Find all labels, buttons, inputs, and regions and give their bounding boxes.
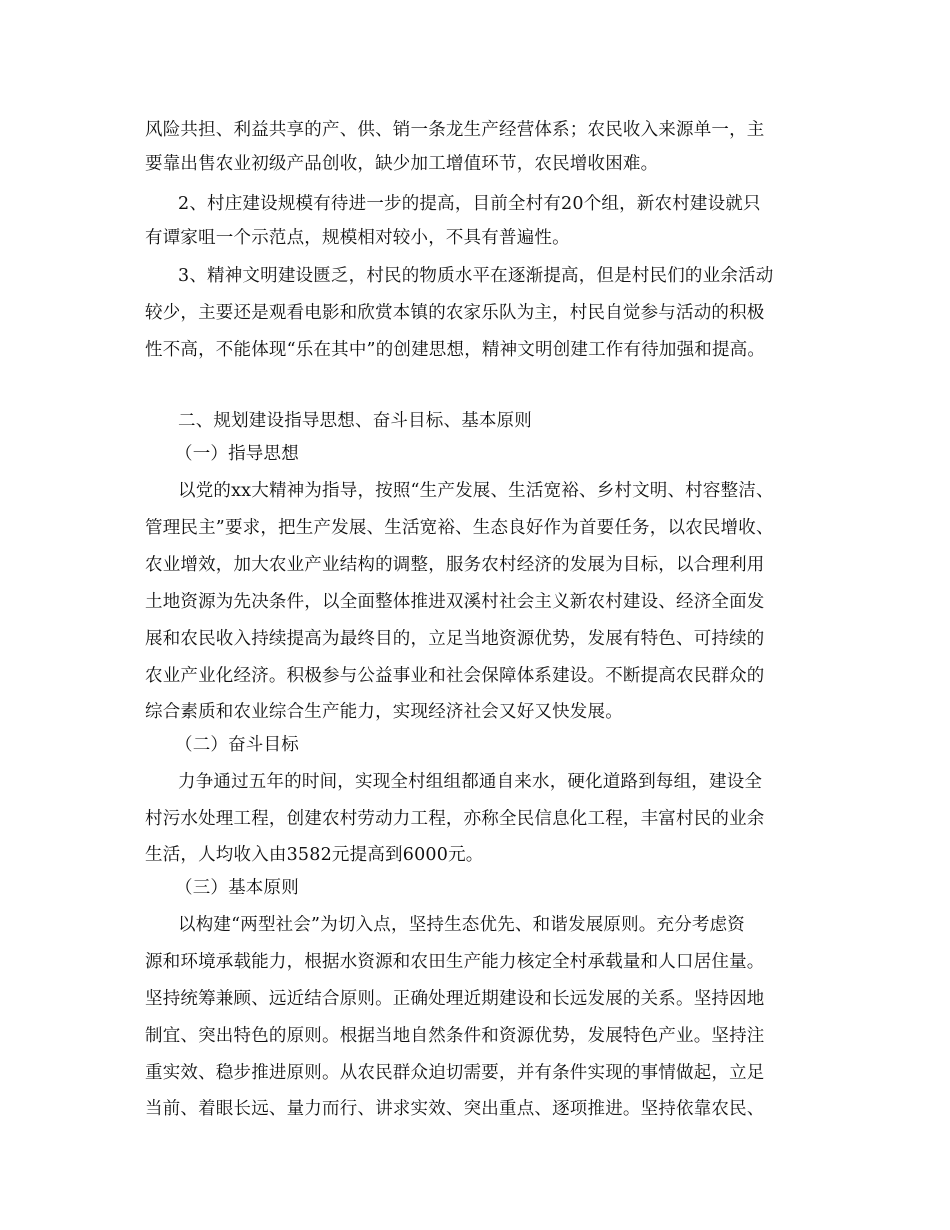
text-line-23: 当前、着眼长远、量力而行、讲求实效、突出重点、逐项推进。坚持依靠农民、 [145, 1099, 765, 1119]
text-line-7: 性不高，不能体现“乐在其中”的创建思想，精神文明创建工作有待加强和提高。 [145, 340, 766, 360]
text-line-17: 生活，人均收入由3582元提高到6000元。 [145, 845, 484, 865]
text-line-9: 管理民主”要求，把生产发展、生活宽裕、生态良好作为首要任务，以农民增收、 [145, 518, 774, 538]
text-line-1: 风险共担、利益共享的产、供、销一条龙生产经营体系；农民收入来源单一，主 [145, 120, 765, 140]
text-line-20: 坚持统筹兼顾、远近结合原则。正确处理近期建设和长远发展的关系。坚持因地 [145, 989, 765, 1009]
text-line-22: 重实效、稳步推进原则。从农民群众迫切需要，并有条件实现的事情做起，立足 [145, 1063, 765, 1083]
subheading-goals: （二）奋斗目标 [175, 735, 299, 755]
subheading-guiding-thought: （一）指导思想 [175, 444, 299, 464]
text-line-6: 较少，主要还是观看电影和欣赏本镇的农家乐队为主，村民自觉参与活动的积极 [145, 303, 765, 323]
text-line-10: 农业增效，加大农业产业结构的调整，服务农村经济的发展为目标，以合理利用 [145, 555, 765, 575]
text-line-14: 综合素质和农业综合生产能力，实现经济社会又好又快发展。 [145, 702, 623, 722]
text-line-11: 土地资源为先决条件，以全面整体推进双溪村社会主义新农村建设、经济全面发 [145, 592, 765, 612]
text-line-3: 2、村庄建设规模有待进一步的提高，目前全村有20个组，新农村建设就只 [178, 194, 761, 214]
text-line-18: 以构建“两型社会”为切入点，坚持生态优先、和谐发展原则。充分考虑资 [178, 915, 745, 935]
subheading-principles: （三）基本原则 [175, 878, 299, 898]
text-line-16: 村污水处理工程，创建农村劳动力工程，亦称全民信息化工程，丰富村民的业余 [145, 809, 765, 829]
text-line-4: 有谭家咀一个示范点，规模相对较小，不具有普遍性。 [145, 228, 570, 248]
text-line-21: 制宜、突出特色的原则。根据当地自然条件和资源优势，发展特色产业。坚持注 [145, 1026, 765, 1046]
section-heading: 二、规划建设指导思想、奋斗目标、基本原则 [178, 411, 532, 431]
text-line-15: 力争通过五年的时间，实现全村组组都通自来水，硬化道路到每组，建设全 [178, 772, 763, 792]
text-line-2: 要靠出售农业初级产品创收，缺少加工增值环节，农民增收困难。 [145, 154, 659, 174]
text-line-13: 农业产业化经济。积极参与公益事业和社会保障体系建设。不断提高农民群众的 [145, 666, 765, 686]
text-line-12: 展和农民收入持续提高为最终目的，立足当地资源优势，发展有特色、可持续的 [145, 629, 765, 649]
text-line-8: 以党的xx大精神为指导，按照“生产发展、生活宽裕、乡村文明、村容整洁、 [178, 481, 774, 501]
text-line-19: 源和环境承载能力，根据水资源和农田生产能力核定全村承载量和人口居住量。 [145, 952, 765, 972]
text-line-5: 3、精神文明建设匮乏，村民的物质水平在逐渐提高，但是村民们的业余活动 [178, 266, 774, 286]
